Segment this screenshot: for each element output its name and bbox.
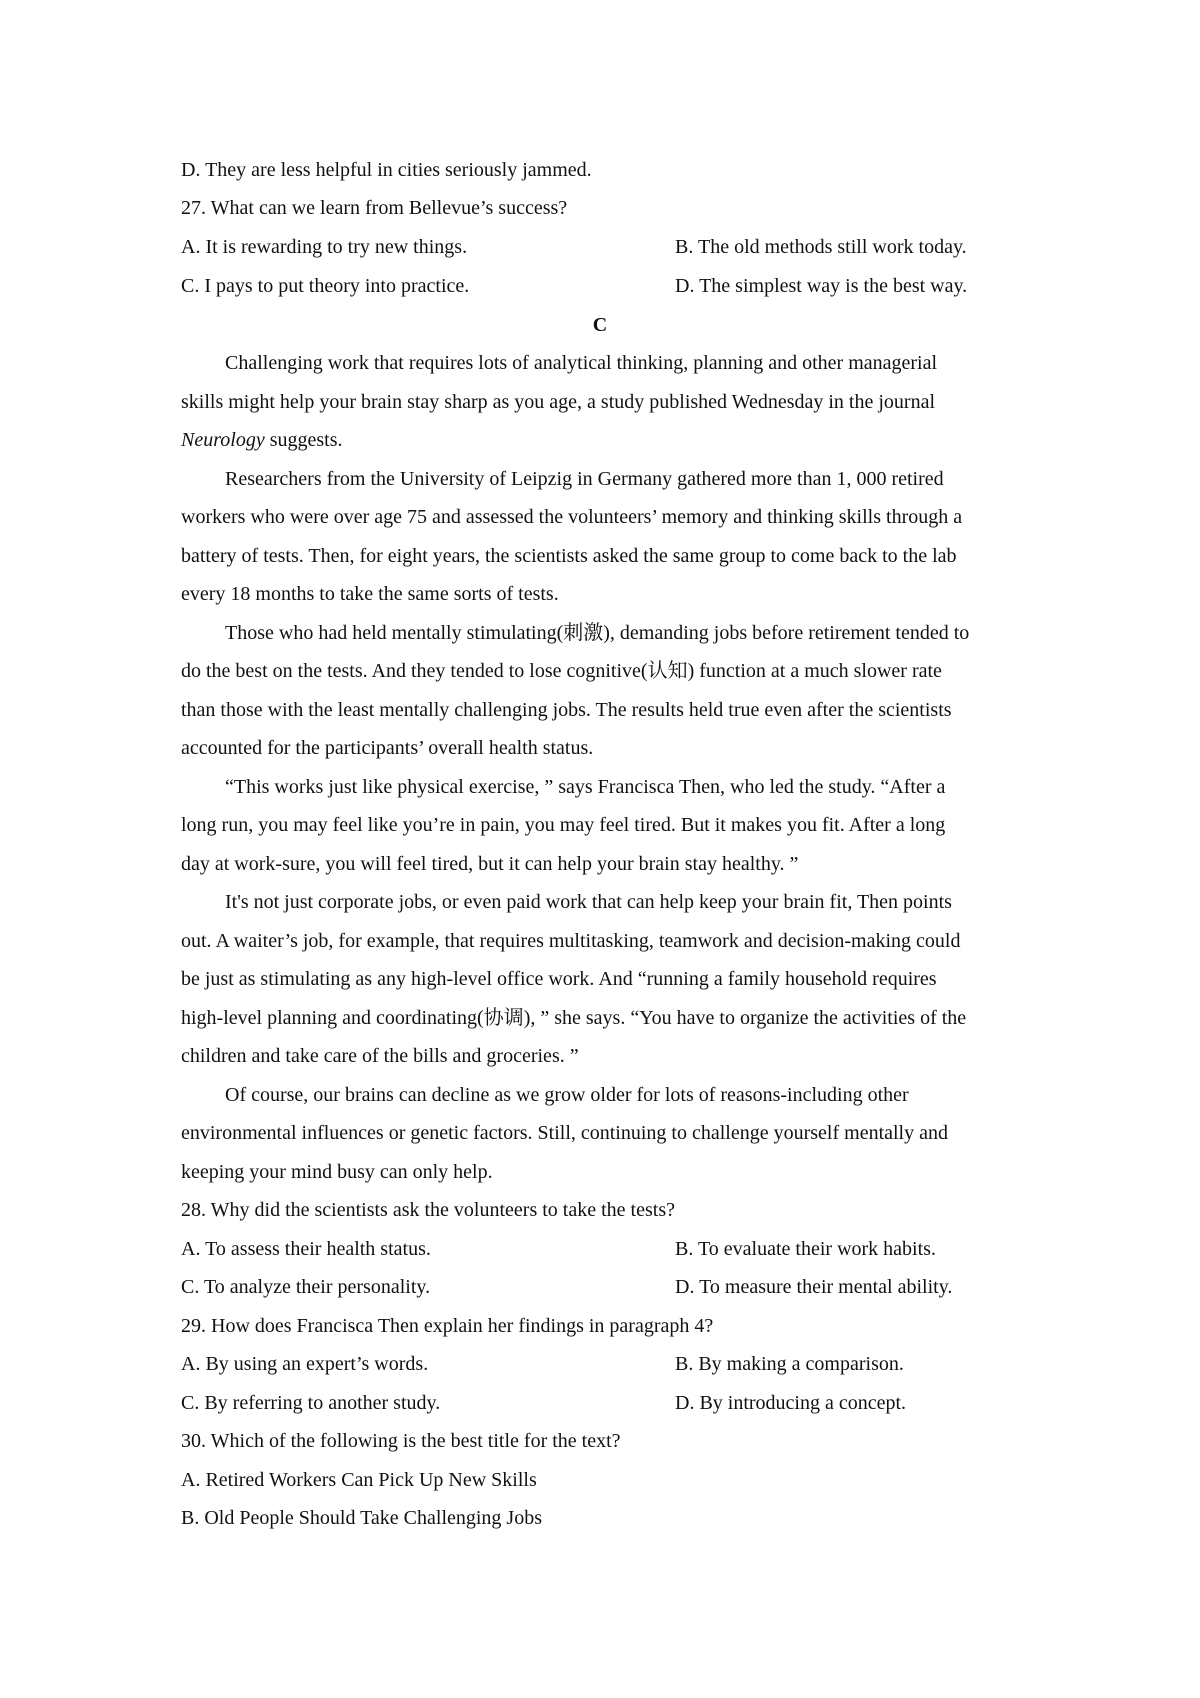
p1-line-2: skills might help your brain stay sharp as you age, a study published Wednesday in the journal: [181, 391, 936, 413]
q27-option-a: A. It is rewarding to try new things.: [181, 236, 468, 258]
q30-option-b: B. Old People Should Take Challenging Jobs: [181, 1507, 542, 1529]
q27-option-d: D. The simplest way is the best way.: [675, 275, 968, 297]
p3-line-1: Those who had held mentally stimulating(刺激), demanding jobs before retirement tended to: [225, 622, 970, 644]
p6-line-3: keeping your mind busy can only help.: [181, 1161, 493, 1183]
q28-option-a: A. To assess their health status.: [181, 1238, 431, 1260]
q28-option-c: C. To analyze their personality.: [181, 1276, 431, 1298]
q29-option-a: A. By using an expert’s words.: [181, 1353, 429, 1375]
q29-option-c: C. By referring to another study.: [181, 1392, 441, 1414]
p4-line-1: “This works just like physical exercise, ” says Francisca Then, who led the study. “After a: [225, 776, 946, 798]
q28-option-b: B. To evaluate their work habits.: [675, 1238, 936, 1260]
q27-option-c: C. I pays to put theory into practice.: [181, 275, 470, 297]
q29-stem: 29. How does Francisca Then explain her findings in paragraph 4?: [181, 1315, 714, 1337]
p5-line-2: out. A waiter’s job, for example, that requires multitasking, teamwork and decision-making could: [181, 930, 961, 952]
p1-line-1: Challenging work that requires lots of analytical thinking, planning and other managerial: [225, 352, 938, 374]
p1-line-3-rest: suggests.: [264, 429, 343, 451]
p2-line-3: battery of tests. Then, for eight years, the scientists asked the same group to come back to the lab: [181, 545, 957, 567]
p5-line-3: be just as stimulating as any high-level office work. And “running a family household requires: [181, 968, 937, 990]
section-heading: C: [592, 314, 608, 336]
q29-option-b: B. By making a comparison.: [675, 1353, 904, 1375]
p3-line-2: do the best on the tests. And they tended to lose cognitive(认知) function at a much slower rate: [181, 660, 942, 682]
q26-option-d: D. They are less helpful in cities seriously jammed.: [181, 159, 592, 181]
p5-line-5: children and take care of the bills and groceries. ”: [181, 1045, 579, 1067]
q30-stem: 30. Which of the following is the best title for the text?: [181, 1430, 621, 1452]
p6-line-2: environmental influences or genetic factors. Still, continuing to challenge yourself mentally and: [181, 1122, 948, 1144]
q27-option-b: B. The old methods still work today.: [675, 236, 967, 258]
q30-option-a: A. Retired Workers Can Pick Up New Skills: [181, 1469, 537, 1491]
q27-stem: 27. What can we learn from Bellevue’s success?: [181, 197, 568, 219]
p1-line-3: [181, 428, 343, 452]
p6-line-1: Of course, our brains can decline as we grow older for lots of reasons-including other: [225, 1084, 909, 1106]
journal-name: Neurology: [181, 429, 265, 451]
p4-line-3: day at work-sure, you will feel tired, but it can help your brain stay healthy. ”: [181, 853, 799, 875]
q29-option-d: D. By introducing a concept.: [675, 1392, 907, 1414]
p3-line-4: accounted for the participants’ overall health status.: [181, 737, 594, 759]
p4-line-2: long run, you may feel like you’re in pain, you may feel tired. But it makes you fit. After a long: [181, 814, 946, 836]
p3-line-3: than those with the least mentally challenging jobs. The results held true even after the scientists: [181, 699, 952, 721]
p2-line-2: workers who were over age 75 and assessed the volunteers’ memory and thinking skills through a: [181, 506, 963, 528]
q28-option-d: D. To measure their mental ability.: [675, 1276, 953, 1298]
p2-line-1: Researchers from the University of Leipzig in Germany gathered more than 1, 000 retired: [225, 468, 944, 490]
q28-stem: 28. Why did the scientists ask the volunteers to take the tests?: [181, 1199, 675, 1221]
p2-line-4: every 18 months to take the same sorts of tests.: [181, 583, 559, 605]
p5-line-4: high-level planning and coordinating(协调), ” she says. “You have to organize the activities of the: [181, 1007, 967, 1029]
p5-line-1: It's not just corporate jobs, or even paid work that can help keep your brain fit, Then points: [225, 891, 952, 913]
